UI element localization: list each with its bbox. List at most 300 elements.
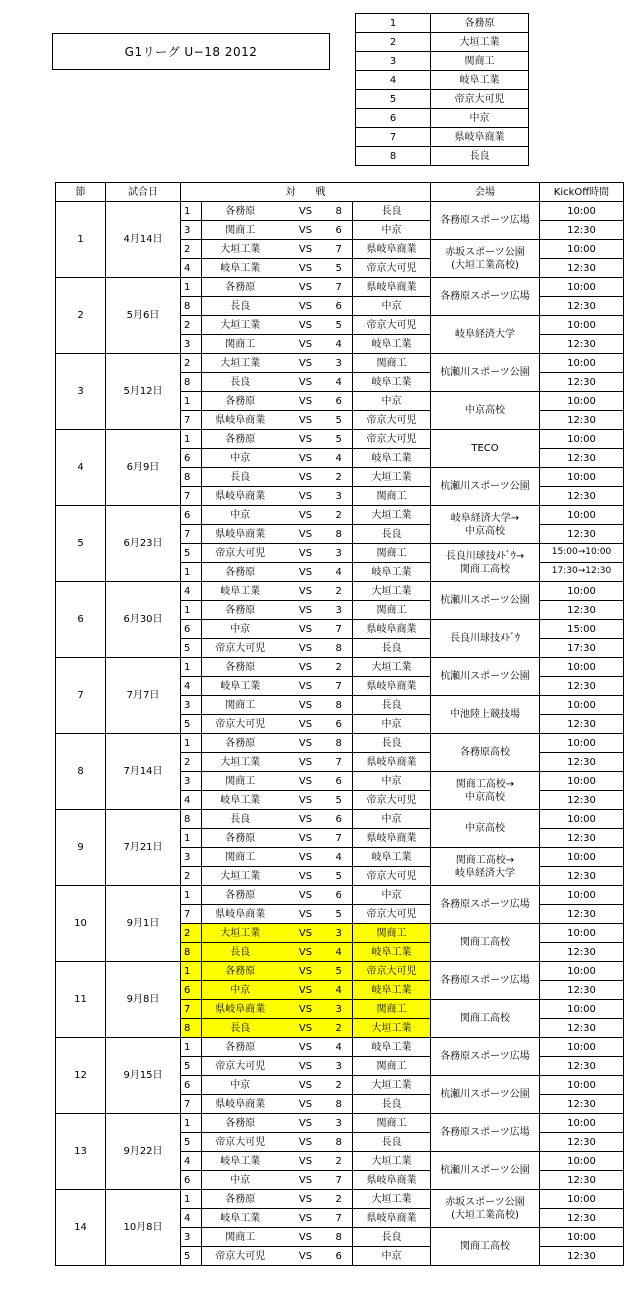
team-a-name: 長良 — [202, 297, 279, 316]
team-b-number: 8 — [333, 202, 353, 221]
team-a-name: 長良 — [202, 468, 279, 487]
kickoff-time: 12:30 — [540, 487, 624, 506]
venue: 岐阜経済大学→ 中京高校 — [431, 506, 540, 544]
kickoff-time: 12:30 — [540, 791, 624, 810]
team-a-name: 各務原 — [202, 1190, 279, 1209]
team-b-name: 大垣工業 — [353, 506, 431, 525]
vs-label: VS — [279, 905, 333, 924]
kickoff-time: 10:00 — [540, 962, 624, 981]
team-b-name: 岐阜工業 — [353, 335, 431, 354]
team-a-name: 帝京大可児 — [202, 544, 279, 563]
section-number: 6 — [56, 582, 106, 658]
team-b-number: 7 — [333, 677, 353, 696]
team-a-name: 中京 — [202, 981, 279, 1000]
team-name: 帝京大可児 — [431, 90, 529, 109]
kickoff-time: 10:00 — [540, 1114, 624, 1133]
team-b-name: 関商工 — [353, 354, 431, 373]
venue: 関商工高校 — [431, 924, 540, 962]
team-a-name: 県岐阜商業 — [202, 487, 279, 506]
section-number: 7 — [56, 658, 106, 734]
team-b-number: 3 — [333, 924, 353, 943]
team-b-number: 8 — [333, 696, 353, 715]
team-a-name: 県岐阜商業 — [202, 525, 279, 544]
team-a-name: 関商工 — [202, 772, 279, 791]
match-date: 9月8日 — [106, 962, 181, 1038]
header-match: 対 戦 — [181, 183, 431, 202]
team-number: 4 — [356, 71, 431, 90]
team-number: 5 — [356, 90, 431, 109]
team-b-name: 長良 — [353, 696, 431, 715]
kickoff-time: 15:00 — [540, 620, 624, 639]
team-b-name: 中京 — [353, 886, 431, 905]
kickoff-time: 12:30 — [540, 1171, 624, 1190]
team-b-number: 5 — [333, 430, 353, 449]
vs-label: VS — [279, 335, 333, 354]
team-a-number: 6 — [181, 506, 202, 525]
team-b-number: 5 — [333, 867, 353, 886]
kickoff-time: 10:00 — [540, 1000, 624, 1019]
team-a-number: 6 — [181, 620, 202, 639]
vs-label: VS — [279, 1247, 333, 1266]
team-b-number: 5 — [333, 962, 353, 981]
team-b-number: 7 — [333, 753, 353, 772]
match-date: 4月14日 — [106, 202, 181, 278]
team-b-number: 3 — [333, 487, 353, 506]
team-b-number: 3 — [333, 1057, 353, 1076]
vs-label: VS — [279, 962, 333, 981]
team-a-name: 中京 — [202, 1171, 279, 1190]
team-a-name: 県岐阜商業 — [202, 1000, 279, 1019]
team-b-name: 県岐阜商業 — [353, 753, 431, 772]
team-b-number: 8 — [333, 525, 353, 544]
team-a-number: 3 — [181, 772, 202, 791]
vs-label: VS — [279, 620, 333, 639]
kickoff-time: 12:30 — [540, 411, 624, 430]
team-a-name: 長良 — [202, 810, 279, 829]
team-b-number: 3 — [333, 544, 353, 563]
team-a-name: 各務原 — [202, 829, 279, 848]
team-a-number: 1 — [181, 563, 202, 582]
kickoff-time: 10:00 — [540, 1152, 624, 1171]
team-row — [356, 128, 529, 147]
team-a-number: 8 — [181, 297, 202, 316]
team-a-number: 5 — [181, 1057, 202, 1076]
venue: 関商工高校 — [431, 1228, 540, 1266]
team-b-name: 帝京大可児 — [353, 259, 431, 278]
team-number: 2 — [356, 33, 431, 52]
kickoff-time: 10:00 — [540, 886, 624, 905]
team-a-name: 関商工 — [202, 848, 279, 867]
vs-label: VS — [279, 468, 333, 487]
team-row — [356, 147, 529, 166]
team-b-number: 4 — [333, 848, 353, 867]
team-b-number: 6 — [333, 886, 353, 905]
match-row — [56, 658, 624, 677]
team-a-number: 8 — [181, 468, 202, 487]
kickoff-time: 10:00 — [540, 278, 624, 297]
team-b-name: 岐阜工業 — [353, 563, 431, 582]
team-a-number: 4 — [181, 582, 202, 601]
kickoff-time: 12:30 — [540, 259, 624, 278]
kickoff-time: 12:30 — [540, 601, 624, 620]
team-b-name: 長良 — [353, 202, 431, 221]
team-a-number: 1 — [181, 601, 202, 620]
kickoff-time: 10:00 — [540, 468, 624, 487]
team-b-name: 大垣工業 — [353, 658, 431, 677]
team-b-number: 4 — [333, 563, 353, 582]
kickoff-time: 10:00 — [540, 316, 624, 335]
vs-label: VS — [279, 297, 333, 316]
vs-label: VS — [279, 240, 333, 259]
vs-label: VS — [279, 392, 333, 411]
team-name: 県岐阜商業 — [431, 128, 529, 147]
section-number: 4 — [56, 430, 106, 506]
header-kickoff: KickOff時間 — [540, 183, 624, 202]
team-a-number: 1 — [181, 1038, 202, 1057]
team-b-name: 長良 — [353, 1095, 431, 1114]
kickoff-time: 10:00 — [540, 1190, 624, 1209]
match-row — [56, 734, 624, 753]
match-row — [56, 1114, 624, 1133]
kickoff-time: 12:30 — [540, 1057, 624, 1076]
vs-label: VS — [279, 221, 333, 240]
team-a-number: 1 — [181, 962, 202, 981]
vs-label: VS — [279, 411, 333, 430]
header-row — [56, 183, 624, 202]
team-b-number: 5 — [333, 316, 353, 335]
vs-label: VS — [279, 810, 333, 829]
team-b-number: 6 — [333, 810, 353, 829]
team-b-number: 4 — [333, 1038, 353, 1057]
team-row — [356, 71, 529, 90]
kickoff-time: 10:00 — [540, 696, 624, 715]
team-b-name: 関商工 — [353, 487, 431, 506]
team-a-number: 2 — [181, 316, 202, 335]
venue: 長良川球技ﾒﾄﾞｳ→ 関商工高校 — [431, 544, 540, 582]
team-row — [356, 109, 529, 128]
schedule-table — [55, 182, 624, 1266]
kickoff-time: 10:00 — [540, 772, 624, 791]
team-b-name: 長良 — [353, 525, 431, 544]
kickoff-time: 10:00 — [540, 658, 624, 677]
vs-label: VS — [279, 1152, 333, 1171]
team-a-number: 1 — [181, 392, 202, 411]
team-b-number: 6 — [333, 221, 353, 240]
vs-label: VS — [279, 1171, 333, 1190]
team-a-number: 5 — [181, 544, 202, 563]
team-b-name: 関商工 — [353, 601, 431, 620]
vs-label: VS — [279, 259, 333, 278]
team-b-name: 大垣工業 — [353, 1076, 431, 1095]
team-a-name: 各務原 — [202, 734, 279, 753]
team-a-number: 7 — [181, 1095, 202, 1114]
team-b-number: 5 — [333, 411, 353, 430]
team-b-name: 帝京大可児 — [353, 791, 431, 810]
team-b-name: 長良 — [353, 734, 431, 753]
team-a-name: 大垣工業 — [202, 753, 279, 772]
kickoff-time: 12:30 — [540, 829, 624, 848]
kickoff-time: 10:00 — [540, 1038, 624, 1057]
team-a-name: 大垣工業 — [202, 240, 279, 259]
team-b-name: 関商工 — [353, 1057, 431, 1076]
section-number: 10 — [56, 886, 106, 962]
team-a-name: 各務原 — [202, 962, 279, 981]
vs-label: VS — [279, 1228, 333, 1247]
section-number: 9 — [56, 810, 106, 886]
team-b-name: 中京 — [353, 1247, 431, 1266]
section-number: 14 — [56, 1190, 106, 1266]
team-a-name: 大垣工業 — [202, 924, 279, 943]
venue: 杭瀬川スポーツ公園 — [431, 582, 540, 620]
vs-label: VS — [279, 772, 333, 791]
section-number: 5 — [56, 506, 106, 582]
venue: 岐阜経済大学 — [431, 316, 540, 354]
team-b-name: 関商工 — [353, 544, 431, 563]
vs-label: VS — [279, 1190, 333, 1209]
team-b-name: 中京 — [353, 810, 431, 829]
vs-label: VS — [279, 1019, 333, 1038]
match-row — [56, 886, 624, 905]
team-b-number: 2 — [333, 1019, 353, 1038]
team-a-number: 4 — [181, 1152, 202, 1171]
team-a-number: 2 — [181, 354, 202, 373]
match-date: 5月12日 — [106, 354, 181, 430]
vs-label: VS — [279, 1000, 333, 1019]
vs-label: VS — [279, 601, 333, 620]
team-a-number: 4 — [181, 791, 202, 810]
team-b-number: 7 — [333, 278, 353, 297]
team-b-name: 長良 — [353, 1228, 431, 1247]
team-a-number: 3 — [181, 848, 202, 867]
vs-label: VS — [279, 1209, 333, 1228]
team-a-number: 5 — [181, 1133, 202, 1152]
vs-label: VS — [279, 791, 333, 810]
kickoff-time: 12:30 — [540, 867, 624, 886]
team-b-name: 県岐阜商業 — [353, 1171, 431, 1190]
team-a-name: 中京 — [202, 449, 279, 468]
team-number: 6 — [356, 109, 431, 128]
team-a-name: 関商工 — [202, 696, 279, 715]
kickoff-time: 12:30 — [540, 1019, 624, 1038]
match-date: 9月15日 — [106, 1038, 181, 1114]
venue: 各務原スポーツ広場 — [431, 1038, 540, 1076]
match-date: 9月22日 — [106, 1114, 181, 1190]
team-b-number: 4 — [333, 373, 353, 392]
match-row — [56, 354, 624, 373]
team-b-name: 中京 — [353, 297, 431, 316]
team-b-name: 関商工 — [353, 1000, 431, 1019]
team-b-name: 岐阜工業 — [353, 1038, 431, 1057]
vs-label: VS — [279, 886, 333, 905]
team-a-name: 大垣工業 — [202, 867, 279, 886]
team-a-number: 8 — [181, 373, 202, 392]
team-b-number: 3 — [333, 601, 353, 620]
vs-label: VS — [279, 658, 333, 677]
kickoff-time: 17:30→12:30 — [540, 563, 624, 582]
team-a-number: 4 — [181, 677, 202, 696]
team-b-name: 帝京大可児 — [353, 316, 431, 335]
vs-label: VS — [279, 202, 333, 221]
team-a-number: 6 — [181, 1171, 202, 1190]
team-a-number: 4 — [181, 259, 202, 278]
team-a-number: 3 — [181, 335, 202, 354]
match-date: 6月9日 — [106, 430, 181, 506]
team-a-name: 各務原 — [202, 278, 279, 297]
team-name: 岐阜工業 — [431, 71, 529, 90]
team-b-name: 長良 — [353, 1133, 431, 1152]
kickoff-time: 12:30 — [540, 1247, 624, 1266]
team-number: 8 — [356, 147, 431, 166]
match-date: 7月7日 — [106, 658, 181, 734]
vs-label: VS — [279, 354, 333, 373]
vs-label: VS — [279, 544, 333, 563]
team-b-number: 7 — [333, 1171, 353, 1190]
team-a-name: 帝京大可児 — [202, 715, 279, 734]
venue: 杭瀬川スポーツ公園 — [431, 658, 540, 696]
team-b-name: 大垣工業 — [353, 1019, 431, 1038]
kickoff-time: 10:00 — [540, 848, 624, 867]
team-b-number: 3 — [333, 1000, 353, 1019]
team-name: 大垣工業 — [431, 33, 529, 52]
team-a-name: 帝京大可児 — [202, 639, 279, 658]
venue: 関商工高校 — [431, 1000, 540, 1038]
match-row — [56, 202, 624, 221]
team-b-number: 8 — [333, 639, 353, 658]
vs-label: VS — [279, 1038, 333, 1057]
team-b-name: 県岐阜商業 — [353, 240, 431, 259]
team-b-number: 7 — [333, 1209, 353, 1228]
match-row — [56, 810, 624, 829]
vs-label: VS — [279, 506, 333, 525]
vs-label: VS — [279, 753, 333, 772]
match-date: 7月21日 — [106, 810, 181, 886]
match-date: 5月6日 — [106, 278, 181, 354]
team-a-number: 3 — [181, 1228, 202, 1247]
team-b-number: 8 — [333, 734, 353, 753]
team-a-number: 1 — [181, 202, 202, 221]
team-a-number: 1 — [181, 278, 202, 297]
team-b-number: 5 — [333, 905, 353, 924]
kickoff-time: 12:30 — [540, 753, 624, 772]
team-row — [356, 90, 529, 109]
vs-label: VS — [279, 829, 333, 848]
team-b-number: 8 — [333, 1228, 353, 1247]
section-number: 1 — [56, 202, 106, 278]
team-a-name: 岐阜工業 — [202, 1209, 279, 1228]
team-a-number: 2 — [181, 867, 202, 886]
venue: 赤坂スポーツ公園 (大垣工業高校) — [431, 1190, 540, 1228]
kickoff-time: 12:30 — [540, 715, 624, 734]
vs-label: VS — [279, 1133, 333, 1152]
match-row — [56, 962, 624, 981]
team-a-number: 6 — [181, 981, 202, 1000]
team-b-number: 6 — [333, 715, 353, 734]
kickoff-time: 10:00 — [540, 392, 624, 411]
team-a-number: 1 — [181, 1114, 202, 1133]
team-a-name: 岐阜工業 — [202, 259, 279, 278]
team-b-number: 4 — [333, 335, 353, 354]
vs-label: VS — [279, 1114, 333, 1133]
team-a-name: 県岐阜商業 — [202, 905, 279, 924]
vs-label: VS — [279, 981, 333, 1000]
team-a-number: 1 — [181, 734, 202, 753]
vs-label: VS — [279, 430, 333, 449]
team-a-name: 県岐阜商業 — [202, 1095, 279, 1114]
team-b-number: 4 — [333, 943, 353, 962]
team-a-number: 6 — [181, 449, 202, 468]
team-a-name: 帝京大可児 — [202, 1133, 279, 1152]
vs-label: VS — [279, 696, 333, 715]
team-a-name: 各務原 — [202, 886, 279, 905]
vs-label: VS — [279, 943, 333, 962]
section-number: 12 — [56, 1038, 106, 1114]
team-a-name: 各務原 — [202, 202, 279, 221]
team-name: 中京 — [431, 109, 529, 128]
team-row — [356, 33, 529, 52]
kickoff-time: 10:00 — [540, 430, 624, 449]
team-b-name: 長良 — [353, 639, 431, 658]
team-name: 長良 — [431, 147, 529, 166]
match-date: 10月8日 — [106, 1190, 181, 1266]
match-date: 7月14日 — [106, 734, 181, 810]
team-a-name: 関商工 — [202, 221, 279, 240]
team-b-number: 6 — [333, 772, 353, 791]
team-a-name: 各務原 — [202, 563, 279, 582]
team-a-number: 7 — [181, 905, 202, 924]
team-b-name: 関商工 — [353, 1114, 431, 1133]
venue: 各務原スポーツ広場 — [431, 1114, 540, 1152]
team-number: 1 — [356, 14, 431, 33]
vs-label: VS — [279, 278, 333, 297]
team-a-name: 帝京大可児 — [202, 1057, 279, 1076]
team-a-number: 4 — [181, 1209, 202, 1228]
header-venue: 会場 — [431, 183, 540, 202]
match-row — [56, 1038, 624, 1057]
venue: 各務原スポーツ広場 — [431, 886, 540, 924]
team-b-name: 県岐阜商業 — [353, 620, 431, 639]
team-a-name: 各務原 — [202, 601, 279, 620]
section-number: 3 — [56, 354, 106, 430]
team-b-number: 2 — [333, 582, 353, 601]
team-a-name: 各務原 — [202, 392, 279, 411]
team-a-number: 1 — [181, 430, 202, 449]
kickoff-time: 10:00 — [540, 924, 624, 943]
team-b-name: 帝京大可児 — [353, 867, 431, 886]
team-b-name: 大垣工業 — [353, 468, 431, 487]
vs-label: VS — [279, 734, 333, 753]
team-b-name: 中京 — [353, 221, 431, 240]
match-date: 6月23日 — [106, 506, 181, 582]
vs-label: VS — [279, 1076, 333, 1095]
team-a-name: 岐阜工業 — [202, 1152, 279, 1171]
vs-label: VS — [279, 715, 333, 734]
team-b-name: 岐阜工業 — [353, 449, 431, 468]
venue: 関商工高校→ 中京高校 — [431, 772, 540, 810]
team-b-name: 県岐阜商業 — [353, 677, 431, 696]
venue: 赤坂スポーツ公園 (大垣工業高校) — [431, 240, 540, 278]
kickoff-time: 10:00 — [540, 734, 624, 753]
kickoff-time: 12:30 — [540, 1095, 624, 1114]
team-name: 各務原 — [431, 14, 529, 33]
team-a-number: 2 — [181, 240, 202, 259]
team-a-number: 1 — [181, 1190, 202, 1209]
kickoff-time: 17:30 — [540, 639, 624, 658]
kickoff-time: 15:00→10:00 — [540, 544, 624, 563]
team-a-name: 大垣工業 — [202, 316, 279, 335]
vs-label: VS — [279, 848, 333, 867]
team-b-number: 3 — [333, 1114, 353, 1133]
team-b-number: 8 — [333, 1095, 353, 1114]
